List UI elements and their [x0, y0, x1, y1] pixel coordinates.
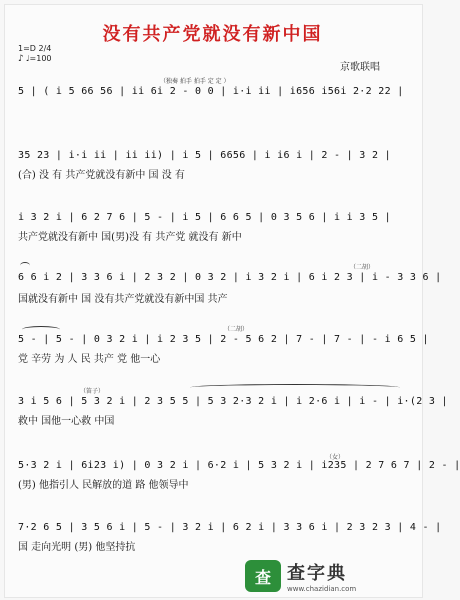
long-slur-mark — [190, 384, 400, 391]
lyrics-line-2: (合) 没 有 共产党就没有新中 国 没 有 — [18, 170, 185, 181]
score-title: 没有共产党就没有新中国 — [102, 24, 323, 45]
fermata-mark — [20, 262, 30, 269]
watermark-text — [287, 559, 356, 593]
site-logo-icon: 查 — [245, 560, 281, 592]
notation-line-5: 5 - | 5 - | 0 3 2 i | i 2 3 5 | 2 - 5 6 2 | 7 - | 7 - | - i 6 5 | — [18, 334, 429, 345]
instrument-tag-line4: （二胡） — [350, 264, 375, 271]
key-signature-block — [18, 44, 52, 64]
instrument-tag-line7: （女） — [326, 454, 345, 461]
lyrics-line-8: 国 走向光明 (男) 他坚持抗 — [18, 542, 136, 553]
quarter-note-icon: ♪ — [18, 54, 24, 64]
notation-line-1: 5 | ( i 5 66 56 | ii 6i 2 - 0 0 | i·i ii | i656 i56i 2·2 22 | — [18, 86, 404, 97]
notation-line-7: 5·3 2 i | 6i23 i) | 0 3 2 i | 6·2 i | 5 3 2 i | i235 | 2 7 6 7 | 2 - | — [18, 460, 460, 471]
notation-line-4: 6 6 i 2 | 3 3 6 i | 2 3 2 | 0 3 2 | i 3 2 i | 6 i 2 3 | i - 3 3 6 | — [18, 272, 442, 283]
slur-mark — [22, 326, 60, 333]
lyrics-line-4: 国就没有新中 国 没有共产党就没有新中国 共产 — [18, 294, 228, 305]
performer-label: 京歌联唱 — [340, 62, 380, 73]
instrument-tag-line6: （笛子） — [80, 388, 105, 395]
notation-line-6: 3 i 5 6 | 5 3 2 i | 2 3 5 5 | 5 3 2·3 2 i | i 2·6 i | i - | i·(2 3 | — [18, 396, 448, 407]
site-watermark — [245, 558, 415, 594]
notation-line-8: 7·2 6 5 | 3 5 6 i | 5 - | 3 2 i | 6 2 i | 3 3 6 i | 2 3 2 3 | 4 - | — [18, 522, 442, 533]
key-label: 1=D — [18, 44, 36, 53]
tempo-mark: ♩=100 — [25, 54, 52, 63]
notation-line-2: 35 23 | i·i ii | ii ii) | i 5 | 6656 | i i6 i | 2 - | 3 2 | — [18, 150, 391, 161]
time-signature: 2/4 — [38, 44, 52, 53]
instrument-tag-line5: （二胡） — [224, 326, 249, 333]
instrument-tag-line1: （独奏 拍手 拍手 定 定 ） — [160, 78, 230, 85]
watermark-url: www.chazidian.com — [287, 585, 357, 593]
notation-line-3: i 3 2 i | 6 2 7 6 | 5 - | i 5 | 6 6 5 | 0 3 5 6 | i i 3 5 | — [18, 212, 391, 223]
lyrics-line-3: 共产党就没有新中 国(男)没 有 共产党 就没有 新中 — [18, 232, 242, 243]
watermark-title: 查字典 — [287, 563, 347, 584]
lyrics-line-5: 党 辛劳 为 人 民 共产 党 他一心 — [18, 354, 161, 365]
lyrics-line-7: (男) 他指引人 民解放的道 路 他领导中 — [18, 480, 189, 491]
lyrics-line-6: 救中 国他一心救 中国 — [18, 416, 115, 427]
